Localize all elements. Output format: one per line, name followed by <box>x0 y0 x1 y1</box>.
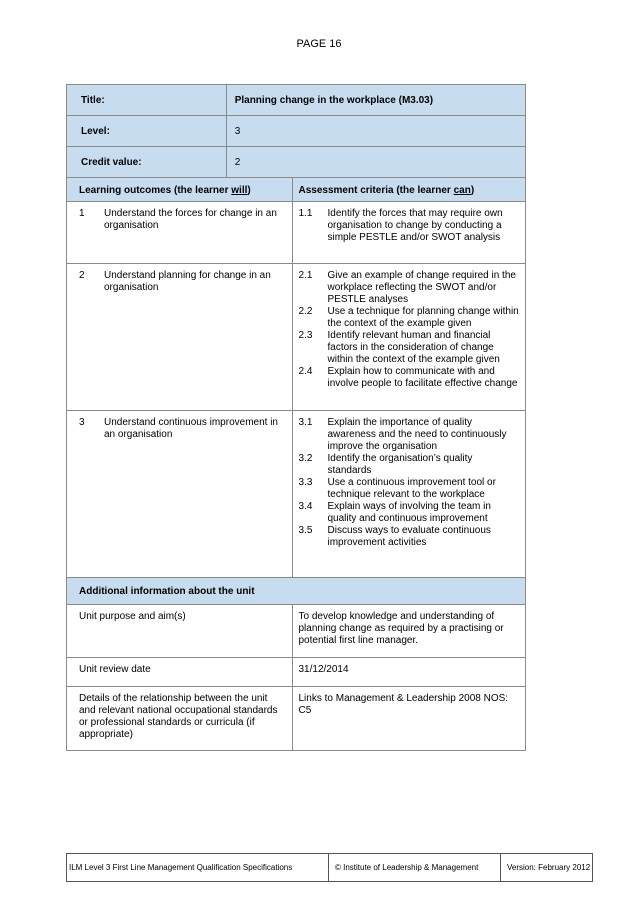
outcome-row <box>67 264 526 411</box>
learning-outcomes-header: Learning outcomes (the learner will) <box>67 178 293 202</box>
outcome-text: Understand the forces for change in an organisation <box>104 208 277 231</box>
page-footer <box>66 853 593 882</box>
criterion-item <box>299 453 520 477</box>
title-row <box>67 85 526 116</box>
learning-outcome <box>67 264 293 411</box>
criterion-text: Discuss ways to evaluate continuous improvement activities <box>327 525 491 548</box>
additional-info-body <box>67 605 526 751</box>
criterion-number: 2.2 <box>298 306 313 317</box>
additional-info-value: 31/12/2014 <box>292 658 526 687</box>
criterion-item <box>299 525 520 549</box>
outcome-number: 3 <box>79 417 85 428</box>
outcome-row <box>67 202 526 264</box>
title-value: Planning change in the workplace (M3.03) <box>226 85 525 116</box>
criterion-number: 3.3 <box>298 477 313 488</box>
criterion-number: 2.3 <box>298 330 313 341</box>
additional-info-value: Links to Management & Leadership 2008 NOS: C5 <box>292 687 526 751</box>
criterion-text: Identify the forces that may require own organisation to change by conducting a simple PESTLE and/or SWOT analysis <box>327 208 503 243</box>
additional-info-value: To develop knowledge and understanding of planning change as required by a practising or potential first line manager. <box>292 605 526 658</box>
outcome-number: 1 <box>79 208 85 219</box>
outcome-number: 2 <box>79 270 85 281</box>
criterion-item <box>299 270 520 306</box>
criterion-number: 3.4 <box>298 501 313 512</box>
footer-copyright: © Institute of Leadership & Management <box>329 854 501 882</box>
criterion-text: Identify relevant human and financial factors in the consideration of change within the context of the example given <box>327 330 500 365</box>
level-value: 3 <box>226 116 525 147</box>
criterion-item <box>299 208 520 244</box>
level-row <box>67 116 526 147</box>
learning-outcome <box>67 411 293 578</box>
criterion-text: Identify the organisation’s quality standards <box>327 453 473 476</box>
criterion-number: 3.1 <box>298 417 313 428</box>
criterion-text: Use a continuous improvement tool or technique relevant to the workplace <box>327 477 496 500</box>
additional-info-header: Additional information about the unit <box>67 578 526 605</box>
criterion-text: Give an example of change required in the workplace reflecting the SWOT and/or PESTLE analyses <box>327 270 516 305</box>
learning-outcome <box>67 202 293 264</box>
outcomes-body <box>67 202 526 578</box>
criterion-item <box>299 501 520 525</box>
criterion-number: 2.4 <box>298 366 313 377</box>
unit-specification-table <box>66 84 526 751</box>
column-header-row <box>67 178 526 202</box>
page-number: PAGE 16 <box>296 38 342 50</box>
criterion-number: 3.5 <box>298 525 313 536</box>
criterion-item <box>299 366 520 390</box>
criterion-text: Explain ways of involving the team in quality and continuous improvement <box>327 501 491 524</box>
credit-row <box>67 147 526 178</box>
outcome-row <box>67 411 526 578</box>
title-label: Title: <box>67 85 227 116</box>
outcome-text: Understand continuous improvement in an organisation <box>104 417 278 440</box>
criterion-text: Explain how to communicate with and involve people to facilitate effective change <box>327 366 518 389</box>
level-label: Level: <box>67 116 227 147</box>
criterion-item <box>299 306 520 330</box>
assessment-criteria <box>292 411 526 578</box>
criterion-number: 3.2 <box>298 453 313 464</box>
credit-value: 2 <box>226 147 525 178</box>
assessment-criteria-header: Assessment criteria (the learner can) <box>292 178 526 202</box>
additional-info-label: Unit review date <box>67 658 293 687</box>
credit-label: Credit value: <box>67 147 227 178</box>
criterion-text: Explain the importance of quality awareness and the need to continuously improve the organisation <box>327 417 507 452</box>
additional-info-label: Unit purpose and aim(s) <box>67 605 293 658</box>
criterion-item <box>299 417 520 453</box>
additional-info-label: Details of the relationship between the unit and relevant national occupational standards or professional standards or curricula (if appropriate) <box>67 687 293 751</box>
criterion-number: 2.1 <box>298 270 313 281</box>
outcome-text: Understand planning for change in an organisation <box>104 270 271 293</box>
footer-version: Version: February 2012 <box>501 854 593 882</box>
criterion-item <box>299 477 520 501</box>
additional-info-row <box>67 687 526 751</box>
assessment-criteria <box>292 202 526 264</box>
criterion-number: 1.1 <box>298 208 313 219</box>
additional-info-row <box>67 605 526 658</box>
criterion-text: Use a technique for planning change within the context of the example given <box>327 306 519 329</box>
footer-spec: ILM Level 3 First Line Management Qualification Specifications <box>67 854 329 882</box>
criterion-item <box>299 330 520 366</box>
assessment-criteria <box>292 264 526 411</box>
additional-info-row <box>67 658 526 687</box>
